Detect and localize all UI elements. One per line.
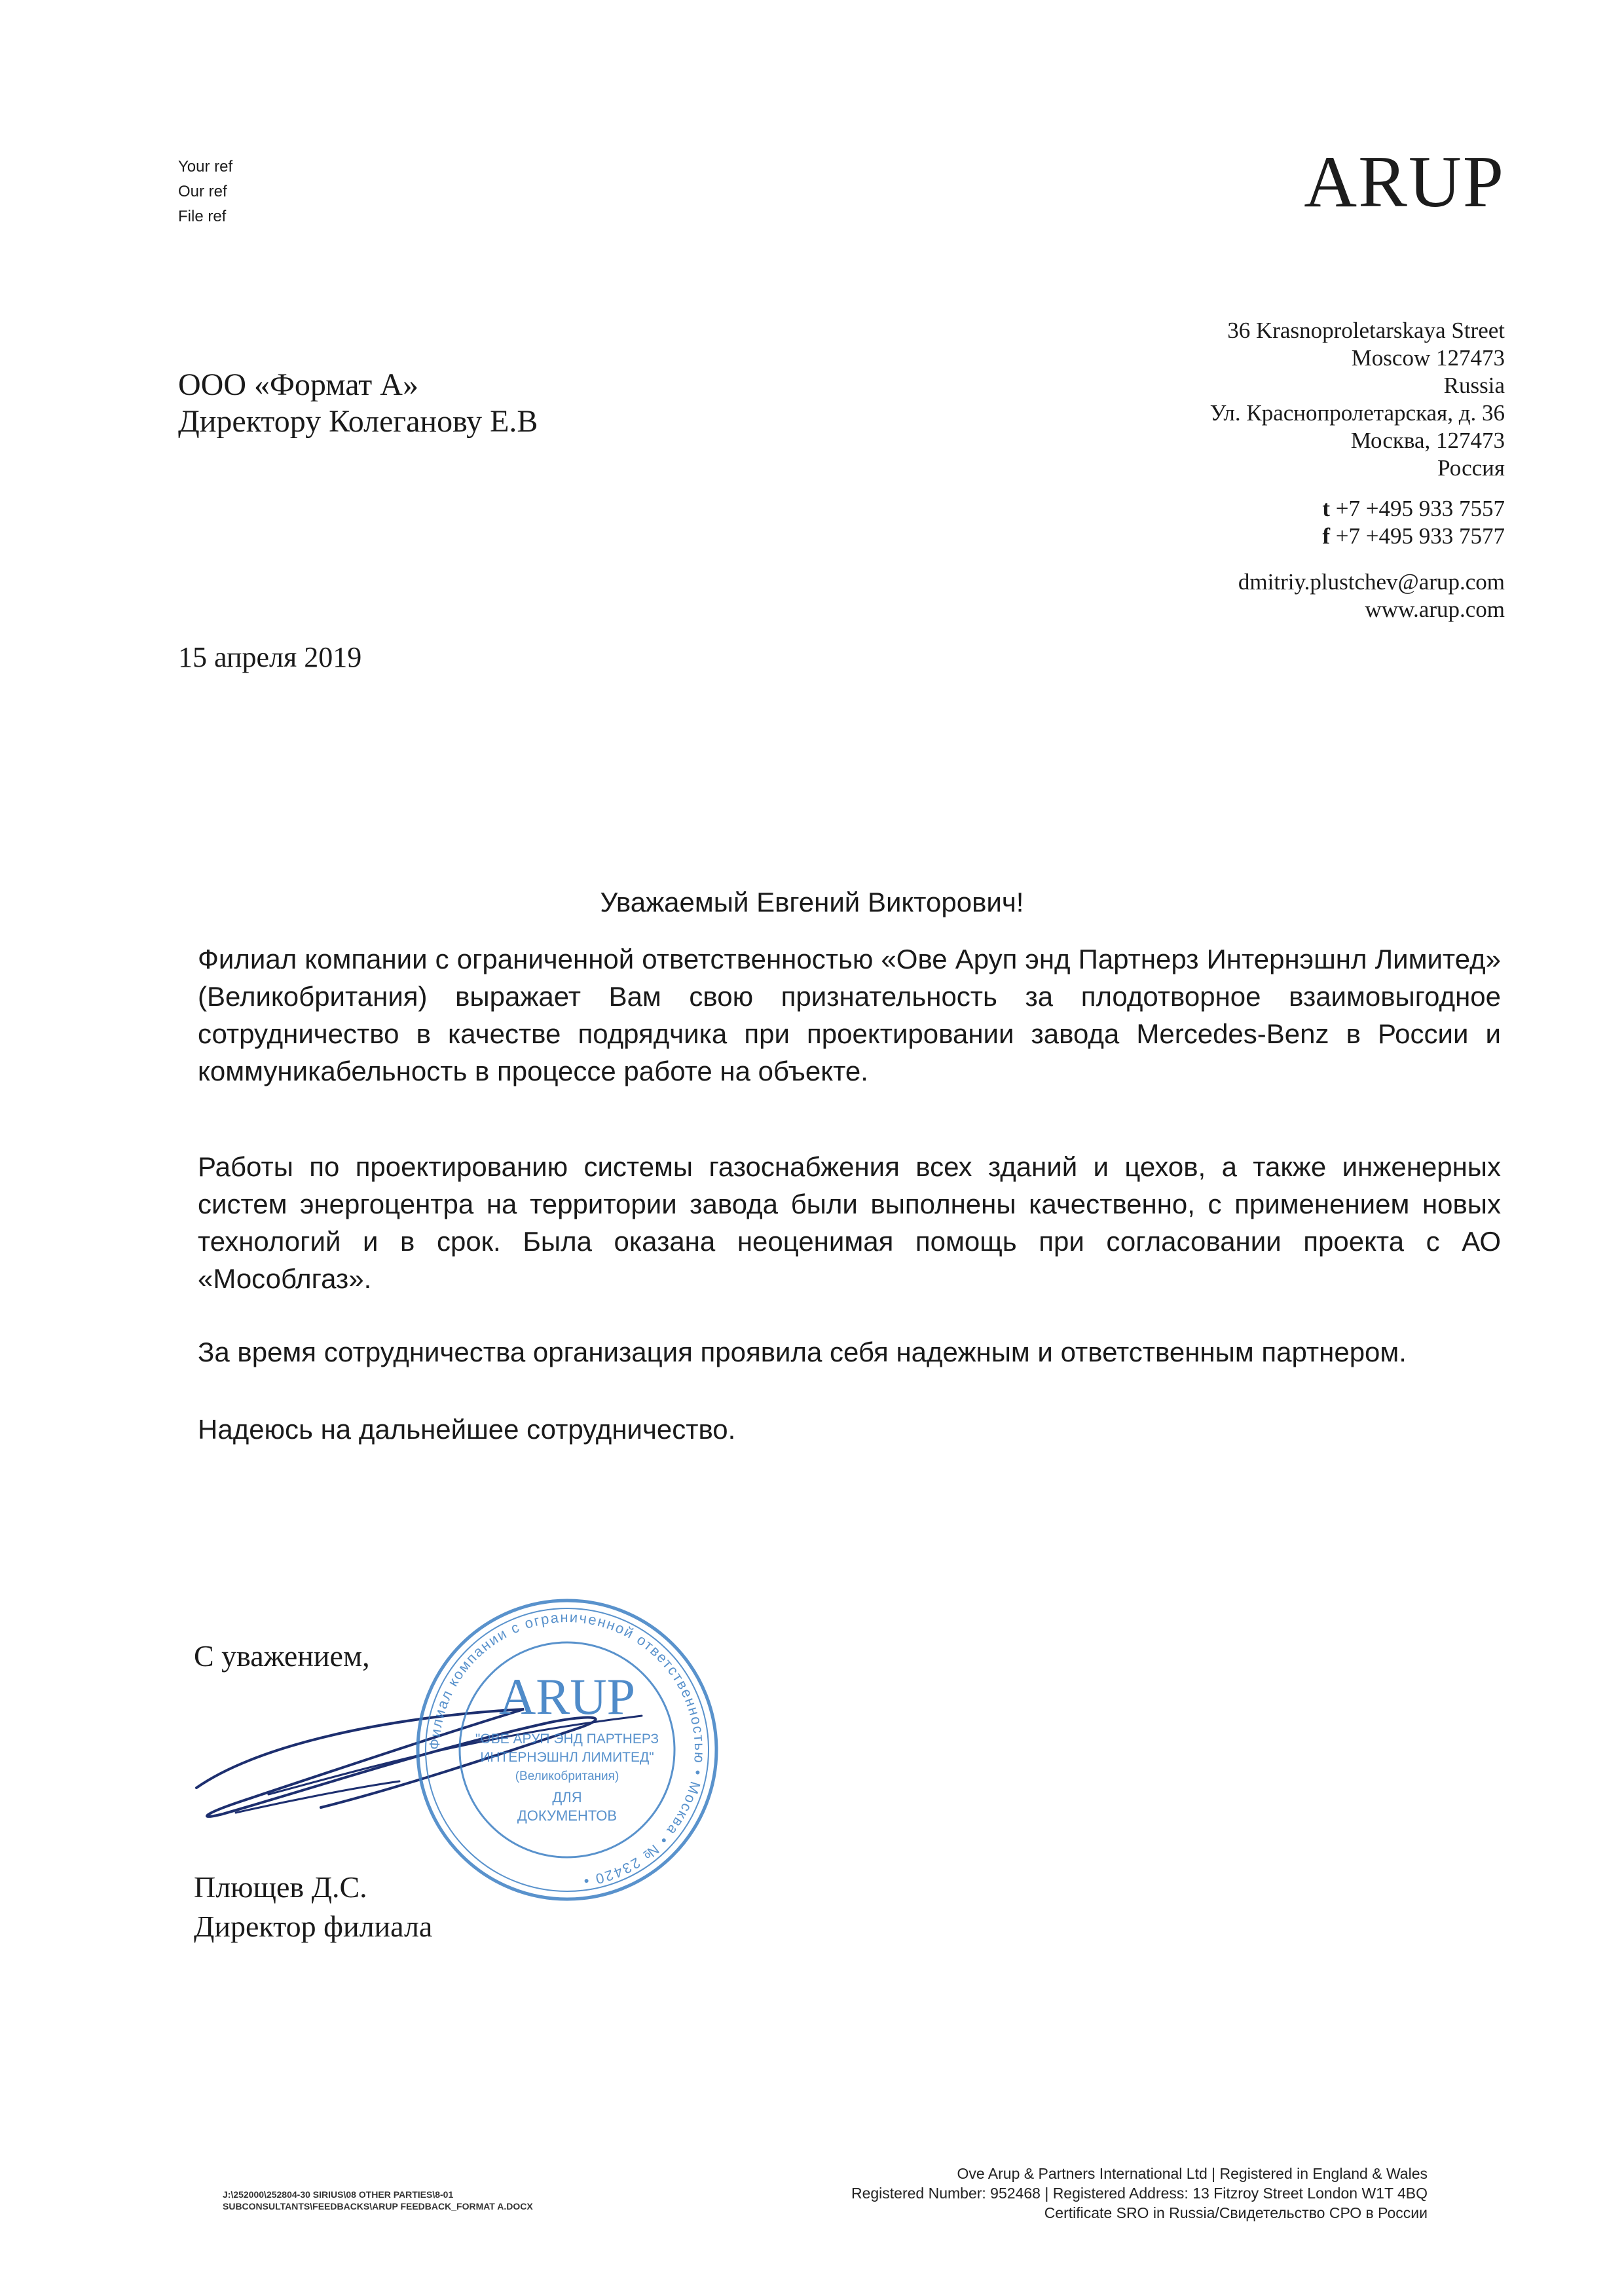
signer-block (194, 1868, 432, 1946)
letter-date: 15 апреля 2019 (178, 641, 362, 673)
company-line-3: Certificate SRO in Russia/Свидетельство СРО в России (1044, 2204, 1428, 2221)
stamp-line-2: ИНТЕРНЭШНЛ ЛИМИТЕД" (480, 1750, 654, 1765)
stamp-line-3: (Великобритания) (515, 1769, 619, 1783)
body-paragraph-1: Филиал компании с ограниченной ответственностью «Ове Аруп энд Партнерз Интернэшнл Лимитед» (Великобритания) выражает Вам свою признательность за плодотворное взаимовыгодное сотрудничество в качестве подрядчика при проектировании завода Mercedes-Benz в России и коммуникабельность в процессе работе на объекте. (198, 944, 1501, 1086)
stamp-line-4: ДЛЯ (552, 1789, 582, 1805)
stamp-line-5: ДОКУМЕНТОВ (517, 1807, 618, 1824)
company-line-1: Ove Arup & Partners International Ltd | Registered in England & Wales (957, 2165, 1428, 2182)
fax-label: f (1322, 523, 1331, 549)
signer-title: Директор филиала (194, 1910, 433, 1943)
sender-street-ru: Ул. Краснопролетарская, д. 36 (1209, 400, 1505, 426)
body-paragraph-4: Надеюсь на дальнейшее сотрудничество. (198, 1414, 736, 1445)
your-ref-label: Your ref (178, 158, 233, 176)
stamp-outer-text: Филиал компании с ограниченной ответственностью • Москва • № 23420 • (426, 1608, 709, 1890)
file-path-footer (223, 2189, 533, 2212)
sender-website: www.arup.com (1365, 597, 1505, 622)
recipient-block (178, 367, 538, 440)
sender-phone-line (1046, 495, 1505, 523)
sender-country-ru: Россия (1437, 455, 1505, 481)
file-path-line-2: SUBCONSULTANTS\FEEDBACKS\ARUP FEEDBACK_FORMAT A.DOCX (223, 2201, 533, 2212)
salutation: Уважаемый Евгений Викторович! (600, 887, 1024, 917)
body-paragraph-2: Работы по проектированию системы газоснабжения всех зданий и цехов, а также инженерных систем энергоцентра на территории завода были выполнены качественно, с применением новых технологий и в срок. Была оказана неоценимая помощь при согласовании проекта с АО «Мособлгаз». (198, 1151, 1501, 1294)
closing-phrase: С уважением, (194, 1639, 370, 1673)
file-path-line-1: J:\252000\252804-30 SIRIUS\08 OTHER PARTIES\8-01 (223, 2189, 454, 2200)
arup-logo: ARUP (1304, 141, 1505, 223)
sender-phone: +7 +495 933 7557 (1335, 496, 1505, 521)
stamp-line-1: "ОВЕ АРУП ЭНД ПАРТНЕРЗ (475, 1731, 659, 1747)
sender-city-ru: Москва, 127473 (1350, 428, 1505, 453)
phone-label: t (1322, 496, 1331, 521)
sender-city-en: Moscow 127473 (1351, 345, 1505, 371)
our-ref-label: Our ref (178, 183, 227, 200)
body-paragraph-3: За время сотрудничества организация проявила себя надежным и ответственным партнером. (198, 1337, 1407, 1367)
sender-address-block (1046, 317, 1505, 623)
company-registration-footer (851, 2164, 1428, 2223)
sender-street-en: 36 Krasnoproletarskaya Street (1227, 318, 1505, 343)
recipient-person: Директору Колеганову Е.В (178, 404, 538, 439)
company-line-2: Registered Number: 952468 | Registered Address: 13 Fitzroy Street London W1T 4BQ (851, 2185, 1428, 2202)
sender-fax: +7 +495 933 7577 (1335, 523, 1505, 549)
recipient-company: ООО «Формат А» (178, 367, 418, 402)
sender-country-en: Russia (1443, 373, 1505, 398)
stamp-logo: ARUP (498, 1668, 636, 1725)
file-ref-label: File ref (178, 208, 227, 225)
sender-fax-line (1046, 523, 1505, 550)
sender-email: dmitriy.plustchev@arup.com (1238, 569, 1505, 595)
company-seal-stamp (410, 1593, 724, 1907)
signer-name: Плющев Д.С. (194, 1870, 367, 1904)
reference-block (178, 155, 232, 229)
